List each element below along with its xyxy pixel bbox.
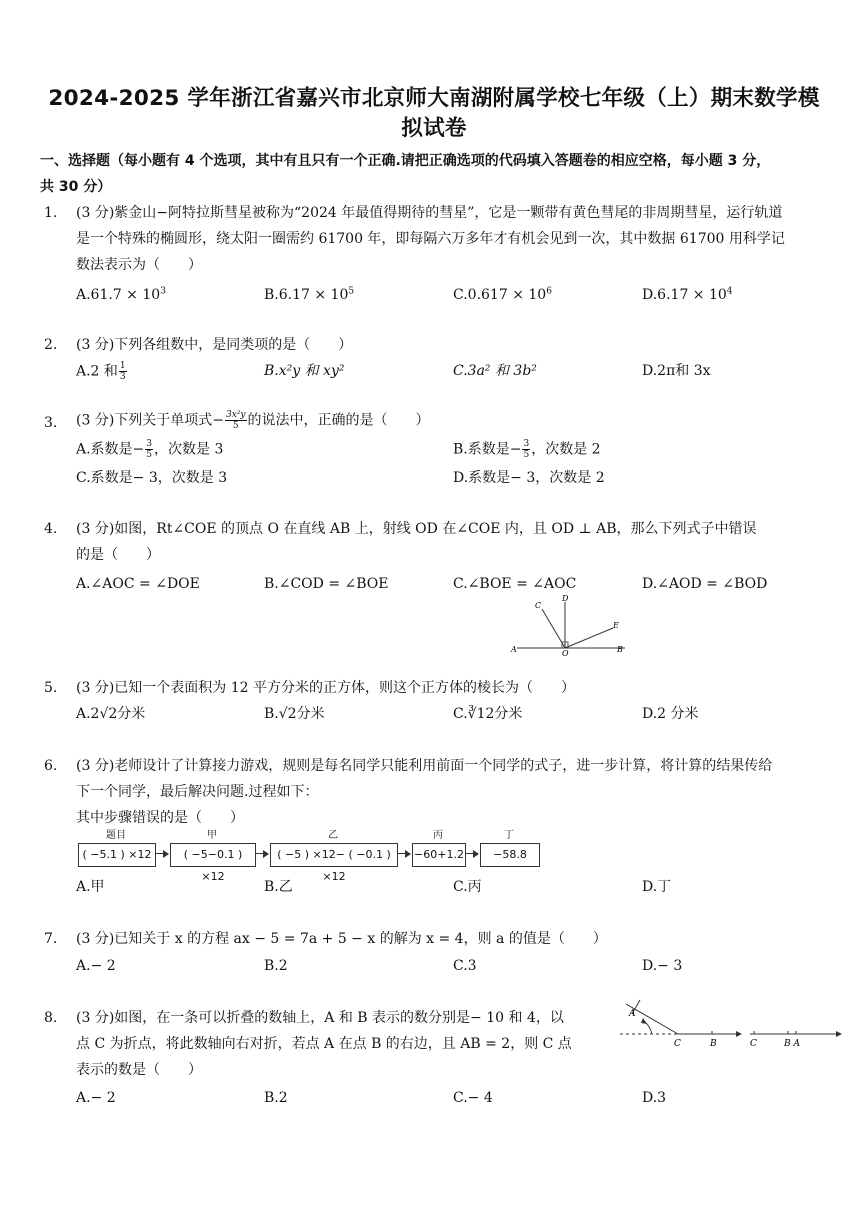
question-number: 6. — [44, 758, 58, 774]
option-a-suffix: ，次数是 3 — [154, 441, 224, 458]
option-a-fraction — [119, 361, 127, 382]
option-c[interactable]: C.系数是− 3，次数是 3 — [76, 470, 228, 486]
fraction-numerator: 3 — [146, 439, 153, 449]
question-text-part: (3 分)下列关于单项式− — [76, 412, 225, 429]
label-e: E — [613, 621, 619, 630]
relay-step-box: ( −5.1 ) ×12 — [78, 843, 156, 867]
option-b[interactable]: B.∠COD = ∠BOE — [264, 576, 389, 592]
option-b-text: B.6.17 × 10 — [264, 287, 349, 303]
question-text: 其中步骤错误的是（ ） — [76, 810, 244, 826]
label-c: C — [674, 1039, 681, 1049]
section-heading-line-1: 一、选择题（每小题有 4 个选项，其中有且只有一个正确.请把正确选项的代码填入答题卷的相应空格，每小题 3 分， — [40, 153, 771, 169]
fraction-numerator: 1 — [119, 361, 126, 371]
option-c[interactable]: C.3 — [453, 958, 477, 974]
option-b-fraction — [522, 439, 530, 460]
relay-step-box: −58.8 — [480, 843, 540, 867]
option-b[interactable]: B.√2分米 — [264, 706, 325, 722]
option-c-text: C.0.617 × 10 — [453, 287, 547, 303]
section-heading-line-2: 共 30 分） — [40, 179, 112, 195]
label-a: A — [629, 1009, 636, 1019]
label-o: O — [562, 649, 569, 656]
option-d[interactable]: D.2 分米 — [642, 706, 699, 722]
angle-figure — [505, 592, 635, 656]
question-number: 2. — [44, 337, 58, 353]
option-c[interactable]: C.− 4 — [453, 1090, 493, 1106]
option-a-text: A.61.7 × 10 — [76, 287, 161, 303]
question-text: (3 分)已知一个表面积为 12 平方分米的正方体，则这个正方体的棱长为（ ） — [76, 680, 575, 696]
option-d[interactable] — [642, 285, 733, 305]
question-number: 4. — [44, 521, 58, 537]
option-a[interactable] — [76, 285, 166, 305]
label-c: C — [535, 601, 542, 610]
question-text: (3 分)如图，Rt∠COE 的顶点 O 在直线 AB 上，射线 OD 在∠COE 内，且 OD ⊥ AB，那么下列式子中错误 — [76, 521, 757, 537]
relay-step-box: −60+1.2 — [412, 843, 466, 867]
option-b-exponent: 5 — [348, 286, 355, 297]
label-b: B — [710, 1039, 717, 1049]
label-b-a-folded: B A — [784, 1039, 800, 1049]
label-d: D — [562, 594, 569, 603]
question-text: 点 C 为折点，将此数轴向右对折，若点 A 在点 B 的右边，且 AB = 2，则 C 点 — [76, 1036, 572, 1052]
question-text: 的是（ ） — [76, 547, 160, 563]
fold-arrowhead — [641, 1018, 647, 1024]
question-number: 3. — [44, 415, 58, 431]
question-text: (3 分)已知关于 x 的方程 ax − 5 = 7a + 5 − x 的解为 x = 4，则 a 的值是（ ） — [76, 931, 607, 947]
option-c[interactable] — [453, 285, 552, 305]
folding-number-line-figure — [612, 996, 844, 1052]
relay-step-box: ( −5 ) ×12− ( −0.1 ) ×12 — [270, 843, 398, 867]
relay-arrow — [156, 853, 168, 854]
option-c[interactable]: C.丙 — [453, 879, 482, 895]
relay-step-box: ( −5−0.1 ) ×12 — [170, 843, 256, 867]
ray-oc — [542, 609, 565, 648]
option-b[interactable]: B.x²y 和 xy² — [264, 363, 345, 379]
option-a[interactable]: A.2√2分米 — [76, 706, 146, 722]
folded-axis-arrowhead — [836, 1031, 842, 1037]
option-a[interactable] — [76, 361, 128, 382]
option-a[interactable]: A.甲 — [76, 879, 105, 895]
question-text: 表示的数是（ ） — [76, 1062, 202, 1078]
question-text: (3 分)如图，在一条可以折叠的数轴上，A 和 B 表示的数分别是− 10 和 4，以 — [76, 1010, 564, 1026]
monomial-fraction — [225, 410, 247, 431]
exam-title — [20, 84, 848, 144]
option-b[interactable]: B.2 — [264, 1090, 288, 1106]
option-c[interactable]: C.∛12分米 — [453, 706, 523, 722]
relay-label: 丁 — [504, 830, 514, 841]
option-d[interactable]: D.系数是− 3，次数是 2 — [453, 470, 605, 486]
fraction-denominator: 5 — [146, 450, 153, 460]
option-d[interactable]: D.3 — [642, 1090, 667, 1106]
option-b[interactable]: B.2 — [264, 958, 288, 974]
option-a[interactable]: A.− 2 — [76, 1090, 116, 1106]
relay-arrow — [398, 853, 410, 854]
title-line-2: 拟试卷 — [401, 116, 467, 141]
question-text: 数法表示为（ ） — [76, 257, 202, 273]
section-heading — [40, 148, 840, 200]
ray-oe — [565, 628, 613, 648]
label-c-folded: C — [750, 1039, 757, 1049]
question-number: 5. — [44, 680, 58, 696]
fraction-denominator: 5 — [523, 450, 530, 460]
option-d[interactable]: D.丁 — [642, 879, 672, 895]
option-a[interactable] — [76, 439, 223, 460]
question-number: 7. — [44, 931, 58, 947]
relay-label: 丙 — [433, 830, 443, 841]
option-a-exponent: 3 — [160, 286, 166, 297]
title-line-1: 2024-2025 学年浙江省嘉兴市北京师大南湖附属学校七年级（上）期末数学模 — [48, 86, 820, 111]
fraction-denominator: 3 — [119, 372, 126, 382]
relay-arrow — [256, 853, 268, 854]
option-d-exponent: 4 — [726, 286, 733, 297]
relay-arrow — [466, 853, 478, 854]
option-d[interactable]: D.∠AOD = ∠BOD — [642, 576, 768, 592]
question-text: 是一个特殊的椭圆形，绕太阳一圈需约 61700 年，即每隔六万多年才有机会见到一次，其中数据 61700 用科学记 — [76, 231, 785, 247]
option-d[interactable]: D.2π和 3x — [642, 363, 711, 379]
fraction-numerator: 3 — [523, 439, 530, 449]
option-c-exponent: 6 — [546, 286, 552, 297]
label-b: B — [617, 645, 623, 654]
question-number: 8. — [44, 1010, 58, 1026]
fraction-numerator: 3x²y — [226, 410, 246, 420]
option-d[interactable]: D.− 3 — [642, 958, 683, 974]
question-text — [76, 410, 430, 431]
question-text-part: 的说法中，正确的是（ ） — [247, 412, 430, 429]
question-text: (3 分)老师设计了计算接力游戏，规则是每名同学只能利用前面一个同学的式子，进一步计算，将计算的结果传给 — [76, 758, 773, 774]
option-a[interactable]: A.− 2 — [76, 958, 116, 974]
question-text: (3 分)紫金山−阿特拉斯彗星被称为“2024 年最值得期待的彗星”，它是一颗带有黄色彗尾的非周期彗星，运行轨道 — [76, 205, 783, 221]
option-c[interactable]: C.3a² 和 3b² — [453, 363, 537, 379]
option-b[interactable]: B.乙 — [264, 879, 293, 895]
option-b[interactable] — [453, 439, 601, 460]
option-a-text: A.系数是− — [76, 441, 145, 458]
option-b-suffix: ，次数是 2 — [531, 441, 601, 458]
option-a[interactable]: A.∠AOC = ∠DOE — [76, 576, 200, 592]
option-a-fraction — [145, 439, 153, 460]
option-d-text: D.6.17 × 10 — [642, 287, 727, 303]
question-text: (3 分)下列各组数中，是同类项的是（ ） — [76, 337, 353, 353]
relay-label: 甲 — [207, 830, 217, 841]
option-a-text: A.2 和 — [76, 363, 118, 380]
label-a: A — [511, 645, 517, 654]
axis-arrowhead — [736, 1031, 742, 1037]
relay-label: 题目 — [106, 830, 126, 841]
question-number: 1. — [44, 205, 58, 221]
fraction-denominator: 5 — [232, 421, 239, 431]
option-b[interactable] — [264, 285, 354, 305]
option-c[interactable]: C.∠BOE = ∠AOC — [453, 576, 577, 592]
question-text: 下一个同学，最后解决问题.过程如下： — [76, 784, 319, 800]
relay-label: 乙 — [328, 830, 338, 841]
option-b-text: B.系数是− — [453, 441, 522, 458]
